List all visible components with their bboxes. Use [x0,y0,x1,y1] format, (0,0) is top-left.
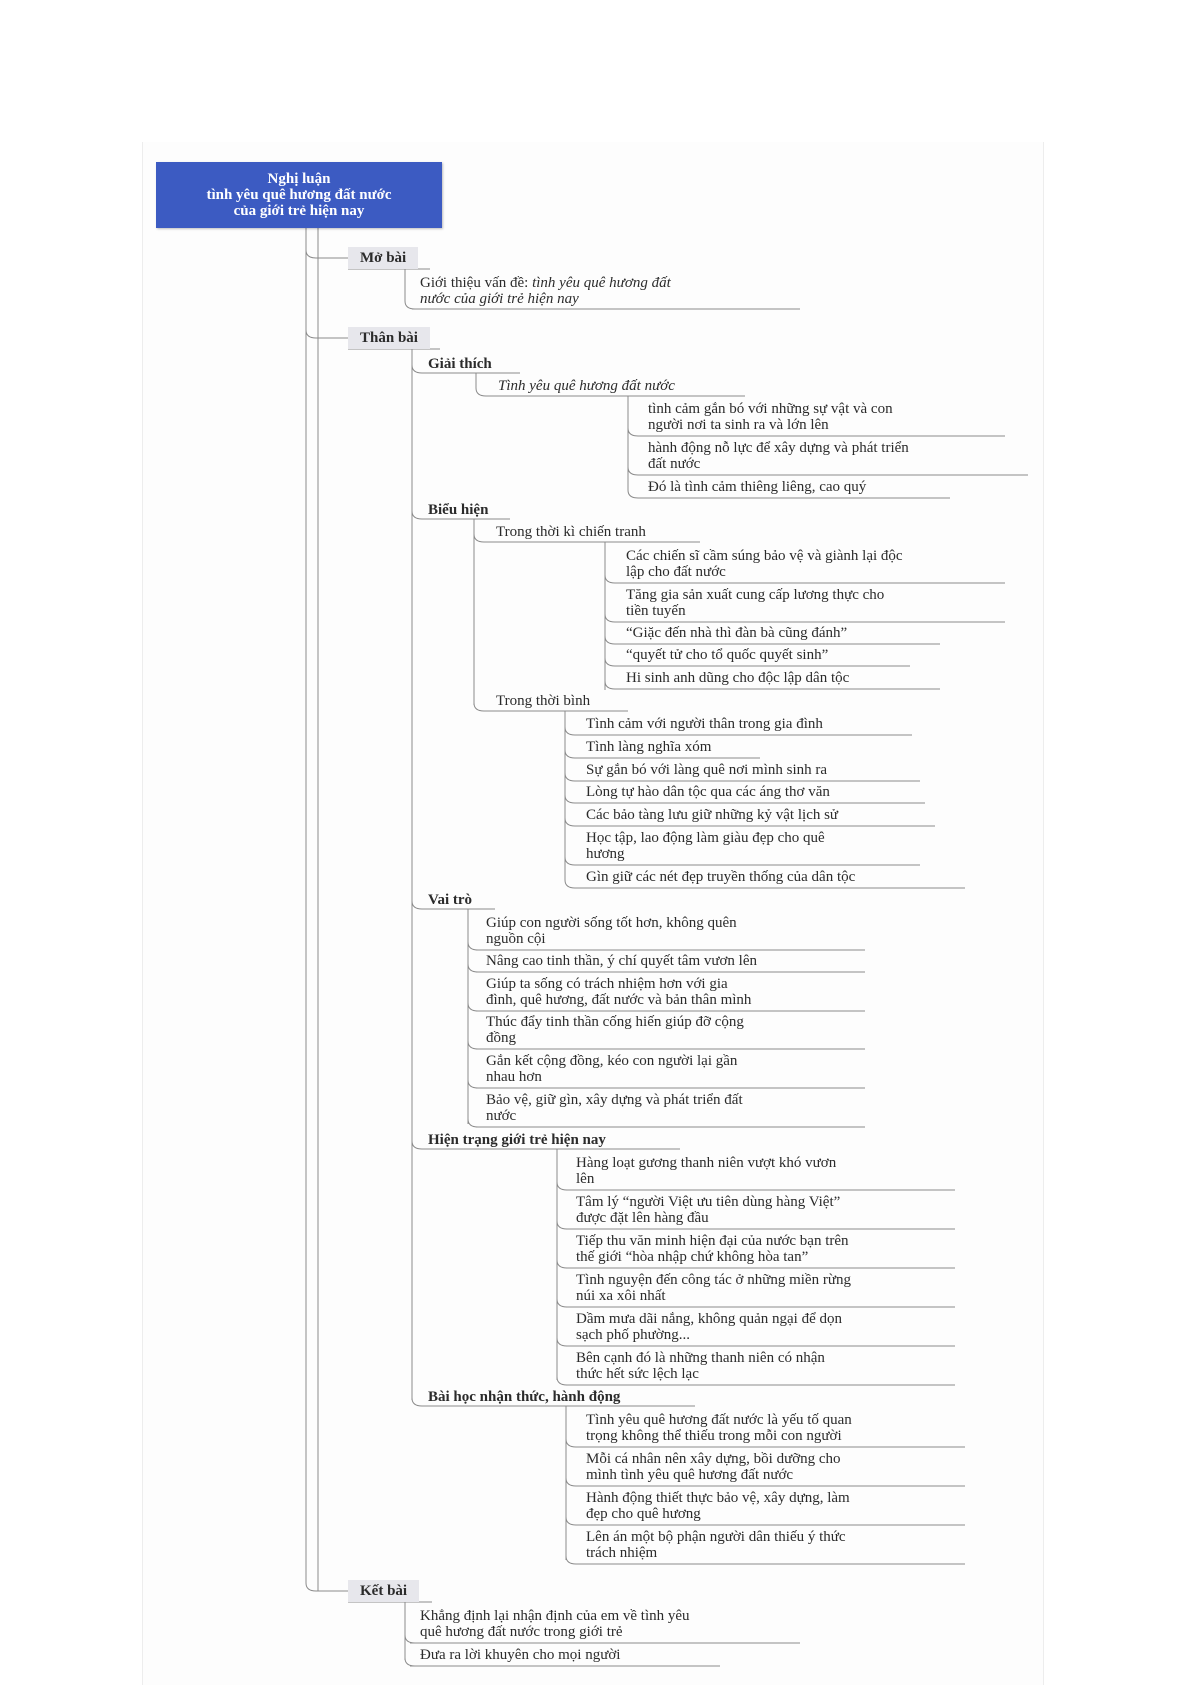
vai-tro-item-4-line-1: Thúc đẩy tinh thần cống hiến giúp đỡ cộng [486,1014,744,1030]
giai-thich-item-branch-2 [628,436,640,475]
bai-hoc-item-1[interactable] [586,1412,852,1444]
bai-hoc-item-3-line-1: Hành động thiết thực bảo vệ, xây dựng, làm [586,1490,850,1506]
bai-hoc-item-branch-3 [566,1486,578,1525]
giai-thich-item-3-line-1: Đó là tình cảm thiêng liêng, cao quý [648,479,867,495]
mo-bai-intro-prefix: Giới thiệu vấn đề: [420,275,533,291]
hien-trang-item-5[interactable] [576,1311,842,1343]
vai-tro-item-3[interactable] [486,976,751,1008]
thoi-binh-item-1-line-1: Tình cảm với người thân trong gia đình [586,716,823,732]
vai-tro-item-2-line-1: Nâng cao tinh thần, ý chí quyết tâm vươn lên [486,953,757,969]
vai-tro-item-branch-5 [468,1049,480,1088]
giai-thich-branch [412,349,428,373]
hien-trang-item-2-line-2: được đặt lên hàng đầu [576,1210,709,1226]
hien-trang-item-2-line-1: Tâm lý “người Việt ưu tiên dùng hàng Việt” [576,1194,841,1210]
trunk-ket-bai [306,228,348,1591]
hien-trang-item-1-line-1: Hàng loạt gương thanh niên vượt khó vươn [576,1155,837,1171]
thoi-binh-item-2-line-1: Tình làng nghĩa xóm [586,739,712,755]
ket-bai-item-2-line-1: Đưa ra lời khuyên cho mọi người [420,1647,621,1663]
bai-hoc-item-1-line-2: trọng không thể thiếu trong mỗi con người [586,1428,842,1444]
vai-tro-item-5-line-2: nhau hơn [486,1069,542,1085]
bai-hoc-item-1-line-1: Tình yêu quê hương đất nước là yếu tố quan [586,1412,852,1428]
chien-tranh-item-2-line-2: tiền tuyến [626,603,686,619]
chien-tranh-branch [474,519,488,542]
hien-trang-item-1[interactable] [576,1155,836,1187]
giai-thich-item-branch-3 [628,475,640,498]
thoi-binh-item-1[interactable] [586,716,823,732]
bai-hoc-item-branch-4 [566,1525,578,1564]
chien-tranh-item-1-line-1: Các chiến sĩ cầm súng bảo vệ và giành lại độc [626,548,903,564]
ket-bai-item-1-line-2: quê hương đất nước trong giới trẻ [420,1624,623,1640]
hien-trang-item-1-line-2: lên [576,1171,595,1187]
bai-hoc-item-2[interactable] [586,1451,841,1483]
vai-tro-item-1-line-2: nguồn cội [486,931,546,947]
hien-trang-item-6-line-1: Bên cạnh đó là những thanh niên có nhận [576,1350,825,1366]
hien-trang-item-branch-2 [557,1190,570,1229]
vai-tro-branch [412,880,428,909]
bai-hoc-item-4[interactable] [586,1529,846,1561]
giai-thich-item-2-line-2: đất nước [648,456,701,472]
giai-thich-item-3[interactable] [648,479,866,495]
ket-bai-item-branch-1 [405,1604,415,1643]
hien-trang-item-3-line-2: thế giới “hòa nhập chứ không hòa tan” [576,1249,809,1265]
topic-hien-trang[interactable]: Hiện trạng giới trẻ hiện nay [428,1132,606,1148]
trunk-mo-bai [306,228,348,258]
chien-tranh-item-1-line-2: lập cho đất nước [626,564,726,580]
thoi-binh-item-branch-4 [565,780,578,803]
thoi-binh-item-6[interactable] [586,830,825,862]
chien-tranh-item-4-line-1: “quyết tử cho tổ quốc quyết sinh” [626,647,829,663]
vai-tro-item-3-line-1: Giúp ta sống có trách nhiệm hơn với gia [486,976,728,992]
thoi-binh-item-branch-3 [565,758,578,781]
thoi-binh-item-2[interactable] [586,739,711,755]
bai-hoc-item-branch-2 [566,1447,578,1486]
chien-tranh-item-5[interactable] [626,670,849,686]
vai-tro-item-5-line-1: Gắn kết cộng đồng, kéo con người lại gần [486,1053,738,1069]
bai-hoc-item-4-line-2: trách nhiệm [586,1545,658,1561]
ket-bai-item-1-line-1: Khẳng định lại nhận định của em về tình yêu [420,1608,690,1624]
bieu-hien-branch [412,490,428,519]
hien-trang-item-3[interactable] [576,1233,849,1265]
mo-bai-intro[interactable] [420,275,671,307]
ket-bai-item-branch-2 [405,1643,415,1666]
vai-tro-item-3-line-2: đình, quê hương, đất nước và bản thân mình [486,992,752,1008]
thoi-binh-item-5[interactable] [586,807,838,823]
mo-bai-intro-line-1 [420,275,671,291]
hien-trang-item-2[interactable] [576,1194,840,1226]
bai-hoc-item-4-line-1: Lên án một bộ phận người dân thiếu ý thức [586,1529,846,1545]
hien-trang-item-4-line-1: Tình nguyện đến công tác ở những miền rừng [576,1272,851,1288]
giai-thich-sub-branch [476,373,490,396]
topic-giai-thich[interactable]: Giải thích [428,356,492,372]
hien-trang-item-branch-4 [557,1268,570,1307]
chien-tranh-item-branch-3 [605,621,618,644]
vai-tro-item-2[interactable] [486,953,757,969]
chien-tranh-item-3[interactable] [626,625,847,641]
section-than-bai[interactable]: Thân bài [348,327,430,349]
hien-trang-item-6[interactable] [576,1350,825,1382]
hien-trang-item-4-line-2: núi xa xôi nhất [576,1288,666,1304]
vai-tro-item-1[interactable] [486,915,737,947]
hien-trang-item-3-line-1: Tiếp thu văn minh hiện đại của nước bạn trên [576,1233,849,1249]
giai-thich-item-2-line-1: hành động nỗ lực để xây dựng và phát triển [648,440,909,456]
vai-tro-item-6[interactable] [486,1092,743,1124]
bai-hoc-item-2-line-1: Mỗi cá nhân nên xây dựng, bồi dưỡng cho [586,1451,841,1467]
giai-thich-item-1[interactable] [648,401,893,433]
bai-hoc-item-3[interactable] [586,1490,850,1522]
thoi-binh-item-branch-1 [565,712,578,735]
thoi-binh-item-3-line-1: Sự gắn bó với làng quê nơi mình sinh ra [586,762,828,778]
chien-tranh-item-branch-1 [605,544,618,583]
giai-thich-item-branch-1 [628,397,640,436]
vai-tro-item-4-line-2: đồng [486,1030,516,1046]
vai-tro-item-branch-1 [468,911,480,950]
vai-tro-item-5[interactable] [486,1053,737,1085]
vai-tro-item-branch-4 [468,1010,480,1049]
chien-tranh-item-3-line-1: “Giặc đến nhà thì đàn bà cũng đánh” [626,625,848,641]
thoi-binh-item-6-line-1: Học tập, lao động làm giàu đẹp cho quê [586,830,825,846]
chien-tranh-item-2[interactable] [626,587,884,619]
mo-bai-branch [405,269,415,309]
giai-thich-subtopic[interactable]: Tình yêu quê hương đất nước [498,378,675,394]
root-title-line-1: Nghị luận [267,171,331,187]
trunk-than-bai [306,228,348,338]
vai-tro-item-4[interactable] [486,1014,744,1046]
hien-trang-item-branch-5 [557,1307,570,1346]
hien-trang-item-branch-3 [557,1229,570,1268]
thoi-binh-item-3[interactable] [586,762,827,778]
thoi-binh-item-4[interactable] [586,784,830,800]
root-title-line-2: tình yêu quê hương đất nước [206,187,392,203]
chien-tranh-item-4[interactable] [626,647,828,663]
bai-hoc-item-branch-1 [566,1408,578,1447]
giai-thich-item-1-line-1: tình cảm gắn bó với những sự vật và con [648,401,893,417]
vai-tro-item-6-line-2: nước [486,1108,517,1124]
bai-hoc-item-3-line-2: đẹp cho quê hương [586,1506,701,1522]
chien-tranh-item-branch-4 [605,643,618,666]
thoi-binh-branch [474,690,488,711]
chien-tranh-item-5-line-1: Hi sinh anh dũng cho độc lập dân tộc [626,670,850,686]
topic-bai-hoc[interactable]: Bài học nhận thức, hành động [428,1389,621,1405]
hien-trang-item-branch-6 [557,1346,570,1385]
giai-thich-item-1-line-2: người nơi ta sinh ra và lớn lên [648,417,829,433]
vai-tro-item-1-line-1: Giúp con người sống tốt hơn, không quên [486,915,737,931]
bai-hoc-item-2-line-2: mình tình yêu quê hương đất nước [586,1467,794,1483]
bai-hoc-branch [412,1380,428,1406]
root-title-line-3: của giới trẻ hiện nay [233,203,365,219]
hien-trang-item-4[interactable] [576,1272,851,1304]
thoi-binh-item-branch-5 [565,803,578,826]
hien-trang-item-5-line-2: sạch phố phường... [576,1327,690,1343]
mo-bai-intro-topic: tình yêu quê hương đất [532,275,671,291]
hien-trang-item-5-line-1: Dầm mưa dãi nắng, không quản ngại để dọn [576,1311,842,1327]
topic-vai-tro[interactable]: Vai trò [428,892,473,908]
thoi-binh-item-7[interactable] [586,869,855,885]
bieu-hien-chien-tranh[interactable]: Trong thời kì chiến tranh [496,524,646,540]
vai-tro-item-6-line-1: Bảo vệ, giữ gìn, xây dựng và phát triển đất [486,1092,743,1108]
chien-tranh-item-1[interactable] [626,548,903,580]
thoi-binh-item-6-line-2: hương [586,846,625,862]
thoi-binh-item-branch-2 [565,735,578,758]
root-topic[interactable] [156,162,442,228]
thoi-binh-item-4-line-1: Lòng tự hào dân tộc qua các áng thơ văn [586,784,830,800]
chien-tranh-item-2-line-1: Tăng gia sản xuất cung cấp lương thực cho [626,587,885,603]
mo-bai-intro-line-2: nước của giới trẻ hiện nay [420,291,579,307]
thoi-binh-item-7-line-1: Gìn giữ các nét đẹp truyền thống của dân tộc [586,869,856,885]
vai-tro-item-branch-2 [468,949,480,972]
hien-trang-item-6-line-2: thức hết sức lệch lạc [576,1366,699,1382]
ket-bai-item-1[interactable] [420,1608,690,1640]
thoi-binh-item-branch-7 [565,865,578,888]
vai-tro-item-branch-6 [468,1088,480,1127]
vai-tro-item-branch-3 [468,972,480,1011]
bieu-hien-thoi-binh[interactable]: Trong thời bình [496,693,591,709]
thoi-binh-item-branch-6 [565,826,578,865]
thoi-binh-item-5-line-1: Các bảo tàng lưu giữ những kỷ vật lịch sử [586,807,839,823]
chien-tranh-item-branch-5 [605,666,618,689]
topic-bieu-hien[interactable]: Biểu hiện [428,502,489,518]
hien-trang-branch [412,1124,428,1149]
ket-bai-item-2[interactable] [420,1647,620,1663]
section-mo-bai[interactable]: Mở bài [348,247,418,269]
hien-trang-item-branch-1 [557,1151,570,1190]
chien-tranh-item-branch-2 [605,583,618,622]
section-ket-bai[interactable]: Kết bài [348,1580,419,1602]
giai-thich-item-2[interactable] [648,440,909,472]
